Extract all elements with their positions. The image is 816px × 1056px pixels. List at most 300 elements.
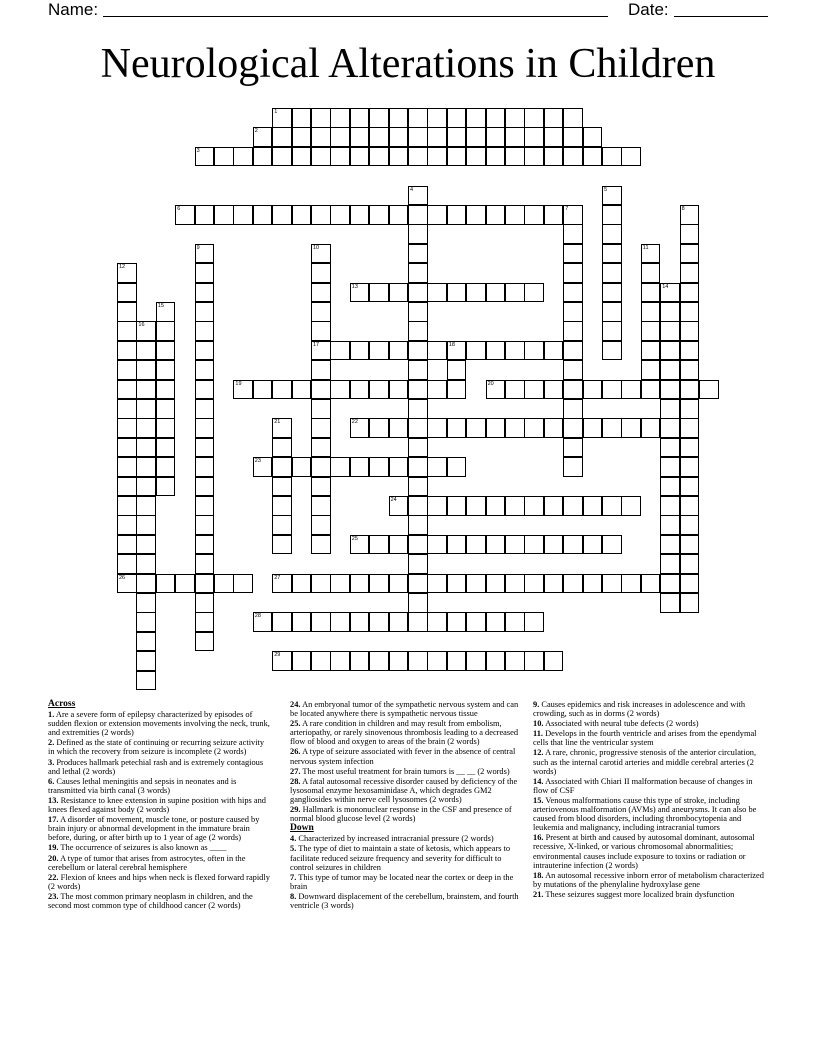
grid-cell[interactable] xyxy=(330,108,350,128)
grid-cell[interactable] xyxy=(195,554,215,574)
grid-cell[interactable] xyxy=(350,574,370,594)
grid-cell[interactable] xyxy=(466,418,486,438)
grid-cell[interactable] xyxy=(136,574,156,594)
grid-cell[interactable] xyxy=(524,283,544,303)
grid-cell[interactable] xyxy=(680,399,700,419)
grid-cell[interactable] xyxy=(292,457,312,477)
grid-cell[interactable] xyxy=(660,283,680,303)
grid-cell[interactable] xyxy=(660,593,680,613)
grid-cell[interactable] xyxy=(117,341,137,361)
grid-cell[interactable] xyxy=(563,438,583,458)
grid-cell[interactable] xyxy=(389,205,409,225)
grid-cell[interactable] xyxy=(369,205,389,225)
grid-cell[interactable] xyxy=(195,418,215,438)
grid-cell[interactable] xyxy=(272,477,292,497)
grid-cell[interactable] xyxy=(136,612,156,632)
grid-cell[interactable] xyxy=(641,283,661,303)
grid-cell[interactable] xyxy=(427,612,447,632)
grid-cell[interactable] xyxy=(680,554,700,574)
grid-cell[interactable] xyxy=(311,496,331,516)
grid-cell[interactable] xyxy=(156,438,176,458)
grid-cell[interactable] xyxy=(524,147,544,167)
grid-cell[interactable] xyxy=(156,380,176,400)
grid-cell[interactable] xyxy=(680,341,700,361)
grid-cell[interactable] xyxy=(466,574,486,594)
grid-cell[interactable] xyxy=(408,574,428,594)
grid-cell[interactable] xyxy=(544,341,564,361)
grid-cell[interactable] xyxy=(272,457,292,477)
grid-cell[interactable] xyxy=(311,127,331,147)
grid-cell[interactable] xyxy=(680,515,700,535)
grid-cell[interactable] xyxy=(505,380,525,400)
grid-cell[interactable] xyxy=(117,535,137,555)
grid-cell[interactable] xyxy=(680,457,700,477)
grid-cell[interactable] xyxy=(486,651,506,671)
grid-cell[interactable] xyxy=(136,515,156,535)
grid-cell[interactable] xyxy=(195,147,215,167)
grid-cell[interactable] xyxy=(427,651,447,671)
grid-cell[interactable] xyxy=(486,283,506,303)
grid-cell[interactable] xyxy=(486,535,506,555)
grid-cell[interactable] xyxy=(311,263,331,283)
grid-cell[interactable] xyxy=(350,612,370,632)
grid-cell[interactable] xyxy=(195,535,215,555)
grid-cell[interactable] xyxy=(408,341,428,361)
grid-cell[interactable] xyxy=(641,360,661,380)
grid-cell[interactable] xyxy=(156,302,176,322)
grid-cell[interactable] xyxy=(660,535,680,555)
grid-cell[interactable] xyxy=(350,147,370,167)
grid-cell[interactable] xyxy=(389,283,409,303)
grid-cell[interactable] xyxy=(408,321,428,341)
grid-cell[interactable] xyxy=(369,108,389,128)
grid-cell[interactable] xyxy=(660,457,680,477)
grid-cell[interactable] xyxy=(408,418,428,438)
grid-cell[interactable] xyxy=(136,496,156,516)
grid-cell[interactable] xyxy=(136,438,156,458)
grid-cell[interactable] xyxy=(350,283,370,303)
grid-cell[interactable] xyxy=(233,574,253,594)
grid-cell[interactable] xyxy=(195,574,215,594)
grid-cell[interactable] xyxy=(486,380,506,400)
grid-cell[interactable] xyxy=(680,263,700,283)
grid-cell[interactable] xyxy=(136,360,156,380)
grid-cell[interactable] xyxy=(563,535,583,555)
grid-cell[interactable] xyxy=(563,360,583,380)
grid-cell[interactable] xyxy=(311,612,331,632)
grid-cell[interactable] xyxy=(195,612,215,632)
grid-cell[interactable] xyxy=(408,224,428,244)
grid-cell[interactable] xyxy=(311,321,331,341)
grid-cell[interactable] xyxy=(427,380,447,400)
grid-cell[interactable] xyxy=(602,283,622,303)
grid-cell[interactable] xyxy=(175,205,195,225)
grid-cell[interactable] xyxy=(524,418,544,438)
grid-cell[interactable] xyxy=(408,283,428,303)
grid-cell[interactable] xyxy=(680,302,700,322)
grid-cell[interactable] xyxy=(408,263,428,283)
grid-cell[interactable] xyxy=(195,477,215,497)
grid-cell[interactable] xyxy=(563,283,583,303)
grid-cell[interactable] xyxy=(563,457,583,477)
grid-cell[interactable] xyxy=(602,574,622,594)
grid-cell[interactable] xyxy=(544,574,564,594)
grid-cell[interactable] xyxy=(117,321,137,341)
grid-cell[interactable] xyxy=(660,399,680,419)
grid-cell[interactable] xyxy=(136,399,156,419)
grid-cell[interactable] xyxy=(195,205,215,225)
grid-cell[interactable] xyxy=(272,651,292,671)
grid-cell[interactable] xyxy=(524,651,544,671)
grid-cell[interactable] xyxy=(505,205,525,225)
grid-cell[interactable] xyxy=(641,321,661,341)
grid-cell[interactable] xyxy=(156,477,176,497)
grid-cell[interactable] xyxy=(563,418,583,438)
grid-cell[interactable] xyxy=(505,127,525,147)
grid-cell[interactable] xyxy=(272,205,292,225)
grid-cell[interactable] xyxy=(583,147,603,167)
grid-cell[interactable] xyxy=(195,283,215,303)
grid-cell[interactable] xyxy=(621,147,641,167)
grid-cell[interactable] xyxy=(117,574,137,594)
grid-cell[interactable] xyxy=(563,380,583,400)
grid-cell[interactable] xyxy=(680,574,700,594)
grid-cell[interactable] xyxy=(544,380,564,400)
grid-cell[interactable] xyxy=(272,418,292,438)
grid-cell[interactable] xyxy=(408,535,428,555)
grid-cell[interactable] xyxy=(602,496,622,516)
grid-cell[interactable] xyxy=(117,302,137,322)
grid-cell[interactable] xyxy=(117,554,137,574)
grid-cell[interactable] xyxy=(660,321,680,341)
grid-cell[interactable] xyxy=(583,535,603,555)
grid-cell[interactable] xyxy=(389,574,409,594)
grid-cell[interactable] xyxy=(660,574,680,594)
grid-cell[interactable] xyxy=(156,399,176,419)
grid-cell[interactable] xyxy=(156,457,176,477)
grid-cell[interactable] xyxy=(680,380,700,400)
grid-cell[interactable] xyxy=(466,651,486,671)
grid-cell[interactable] xyxy=(408,477,428,497)
grid-cell[interactable] xyxy=(641,263,661,283)
grid-cell[interactable] xyxy=(524,108,544,128)
grid-cell[interactable] xyxy=(350,127,370,147)
grid-cell[interactable] xyxy=(621,574,641,594)
grid-cell[interactable] xyxy=(233,205,253,225)
grid-cell[interactable] xyxy=(350,418,370,438)
grid-cell[interactable] xyxy=(641,418,661,438)
grid-cell[interactable] xyxy=(253,205,273,225)
grid-cell[interactable] xyxy=(466,496,486,516)
grid-cell[interactable] xyxy=(660,341,680,361)
grid-cell[interactable] xyxy=(680,438,700,458)
grid-cell[interactable] xyxy=(641,574,661,594)
grid-cell[interactable] xyxy=(680,496,700,516)
grid-cell[interactable] xyxy=(466,147,486,167)
grid-cell[interactable] xyxy=(447,574,467,594)
grid-cell[interactable] xyxy=(466,127,486,147)
grid-cell[interactable] xyxy=(660,360,680,380)
grid-cell[interactable] xyxy=(292,574,312,594)
grid-cell[interactable] xyxy=(292,380,312,400)
grid-cell[interactable] xyxy=(563,341,583,361)
grid-cell[interactable] xyxy=(524,127,544,147)
grid-cell[interactable] xyxy=(408,496,428,516)
grid-cell[interactable] xyxy=(330,380,350,400)
grid-cell[interactable] xyxy=(505,418,525,438)
grid-cell[interactable] xyxy=(253,380,273,400)
grid-cell[interactable] xyxy=(680,205,700,225)
grid-cell[interactable] xyxy=(544,496,564,516)
grid-cell[interactable] xyxy=(408,302,428,322)
grid-cell[interactable] xyxy=(408,399,428,419)
grid-cell[interactable] xyxy=(505,574,525,594)
grid-cell[interactable] xyxy=(408,438,428,458)
grid-cell[interactable] xyxy=(136,457,156,477)
grid-cell[interactable] xyxy=(505,535,525,555)
grid-cell[interactable] xyxy=(427,283,447,303)
grid-cell[interactable] xyxy=(427,535,447,555)
grid-cell[interactable] xyxy=(214,147,234,167)
grid-cell[interactable] xyxy=(486,612,506,632)
grid-cell[interactable] xyxy=(680,418,700,438)
grid-cell[interactable] xyxy=(660,302,680,322)
grid-cell[interactable] xyxy=(311,147,331,167)
grid-cell[interactable] xyxy=(466,205,486,225)
grid-cell[interactable] xyxy=(602,302,622,322)
grid-cell[interactable] xyxy=(330,127,350,147)
grid-cell[interactable] xyxy=(447,360,467,380)
grid-cell[interactable] xyxy=(136,380,156,400)
grid-cell[interactable] xyxy=(311,477,331,497)
grid-cell[interactable] xyxy=(680,593,700,613)
grid-cell[interactable] xyxy=(350,205,370,225)
grid-cell[interactable] xyxy=(505,496,525,516)
grid-cell[interactable] xyxy=(389,341,409,361)
grid-cell[interactable] xyxy=(272,438,292,458)
grid-cell[interactable] xyxy=(602,263,622,283)
grid-cell[interactable] xyxy=(156,418,176,438)
grid-cell[interactable] xyxy=(292,612,312,632)
grid-cell[interactable] xyxy=(389,457,409,477)
grid-cell[interactable] xyxy=(427,496,447,516)
grid-cell[interactable] xyxy=(389,535,409,555)
grid-cell[interactable] xyxy=(292,108,312,128)
grid-cell[interactable] xyxy=(272,612,292,632)
grid-cell[interactable] xyxy=(563,108,583,128)
grid-cell[interactable] xyxy=(195,593,215,613)
grid-cell[interactable] xyxy=(369,651,389,671)
grid-cell[interactable] xyxy=(602,380,622,400)
grid-cell[interactable] xyxy=(408,147,428,167)
grid-cell[interactable] xyxy=(311,360,331,380)
grid-cell[interactable] xyxy=(117,477,137,497)
grid-cell[interactable] xyxy=(311,535,331,555)
grid-cell[interactable] xyxy=(427,108,447,128)
grid-cell[interactable] xyxy=(117,263,137,283)
grid-cell[interactable] xyxy=(699,380,719,400)
grid-cell[interactable] xyxy=(272,147,292,167)
grid-cell[interactable] xyxy=(311,651,331,671)
grid-cell[interactable] xyxy=(156,360,176,380)
grid-cell[interactable] xyxy=(389,651,409,671)
grid-cell[interactable] xyxy=(447,496,467,516)
grid-cell[interactable] xyxy=(486,496,506,516)
grid-cell[interactable] xyxy=(311,515,331,535)
grid-cell[interactable] xyxy=(524,341,544,361)
grid-cell[interactable] xyxy=(330,205,350,225)
grid-cell[interactable] xyxy=(311,457,331,477)
grid-cell[interactable] xyxy=(136,554,156,574)
grid-cell[interactable] xyxy=(136,535,156,555)
grid-cell[interactable] xyxy=(350,457,370,477)
grid-cell[interactable] xyxy=(389,418,409,438)
grid-cell[interactable] xyxy=(195,632,215,652)
grid-cell[interactable] xyxy=(447,535,467,555)
grid-cell[interactable] xyxy=(524,535,544,555)
grid-cell[interactable] xyxy=(233,380,253,400)
grid-cell[interactable] xyxy=(466,612,486,632)
grid-cell[interactable] xyxy=(195,360,215,380)
grid-cell[interactable] xyxy=(621,496,641,516)
grid-cell[interactable] xyxy=(466,108,486,128)
grid-cell[interactable] xyxy=(369,612,389,632)
grid-cell[interactable] xyxy=(447,283,467,303)
grid-cell[interactable] xyxy=(563,399,583,419)
grid-cell[interactable] xyxy=(272,535,292,555)
grid-cell[interactable] xyxy=(214,205,234,225)
grid-cell[interactable] xyxy=(195,244,215,264)
grid-cell[interactable] xyxy=(408,127,428,147)
grid-cell[interactable] xyxy=(369,127,389,147)
grid-cell[interactable] xyxy=(447,341,467,361)
grid-cell[interactable] xyxy=(680,321,700,341)
grid-cell[interactable] xyxy=(195,321,215,341)
grid-cell[interactable] xyxy=(660,477,680,497)
grid-cell[interactable] xyxy=(389,380,409,400)
grid-cell[interactable] xyxy=(253,612,273,632)
grid-cell[interactable] xyxy=(136,593,156,613)
grid-cell[interactable] xyxy=(583,418,603,438)
grid-cell[interactable] xyxy=(408,593,428,613)
grid-cell[interactable] xyxy=(583,127,603,147)
grid-cell[interactable] xyxy=(680,244,700,264)
grid-cell[interactable] xyxy=(524,612,544,632)
grid-cell[interactable] xyxy=(563,244,583,264)
grid-cell[interactable] xyxy=(330,457,350,477)
grid-cell[interactable] xyxy=(602,244,622,264)
grid-cell[interactable] xyxy=(408,457,428,477)
grid-cell[interactable] xyxy=(195,263,215,283)
grid-cell[interactable] xyxy=(563,496,583,516)
grid-cell[interactable] xyxy=(583,574,603,594)
grid-cell[interactable] xyxy=(447,418,467,438)
grid-cell[interactable] xyxy=(156,341,176,361)
grid-cell[interactable] xyxy=(505,341,525,361)
grid-cell[interactable] xyxy=(272,515,292,535)
grid-cell[interactable] xyxy=(408,186,428,206)
grid-cell[interactable] xyxy=(233,147,253,167)
grid-cell[interactable] xyxy=(350,651,370,671)
grid-cell[interactable] xyxy=(136,651,156,671)
grid-cell[interactable] xyxy=(621,380,641,400)
grid-cell[interactable] xyxy=(447,205,467,225)
grid-cell[interactable] xyxy=(330,651,350,671)
grid-cell[interactable] xyxy=(447,457,467,477)
grid-cell[interactable] xyxy=(311,341,331,361)
grid-cell[interactable] xyxy=(544,205,564,225)
grid-cell[interactable] xyxy=(486,341,506,361)
grid-cell[interactable] xyxy=(292,205,312,225)
grid-cell[interactable] xyxy=(311,283,331,303)
grid-cell[interactable] xyxy=(427,418,447,438)
grid-cell[interactable] xyxy=(311,380,331,400)
grid-cell[interactable] xyxy=(389,612,409,632)
grid-cell[interactable] xyxy=(117,515,137,535)
grid-cell[interactable] xyxy=(447,651,467,671)
grid-cell[interactable] xyxy=(311,108,331,128)
grid-cell[interactable] xyxy=(350,341,370,361)
grid-cell[interactable] xyxy=(195,496,215,516)
grid-cell[interactable] xyxy=(195,515,215,535)
grid-cell[interactable] xyxy=(602,205,622,225)
grid-cell[interactable] xyxy=(486,147,506,167)
grid-cell[interactable] xyxy=(369,283,389,303)
grid-cell[interactable] xyxy=(350,108,370,128)
grid-cell[interactable] xyxy=(563,127,583,147)
grid-cell[interactable] xyxy=(641,380,661,400)
grid-cell[interactable] xyxy=(505,108,525,128)
grid-cell[interactable] xyxy=(389,496,409,516)
grid-cell[interactable] xyxy=(253,147,273,167)
grid-cell[interactable] xyxy=(602,418,622,438)
grid-cell[interactable] xyxy=(602,535,622,555)
grid-cell[interactable] xyxy=(330,341,350,361)
grid-cell[interactable] xyxy=(408,651,428,671)
grid-cell[interactable] xyxy=(486,574,506,594)
grid-cell[interactable] xyxy=(136,477,156,497)
grid-cell[interactable] xyxy=(660,554,680,574)
grid-cell[interactable] xyxy=(660,496,680,516)
grid-cell[interactable] xyxy=(583,380,603,400)
grid-cell[interactable] xyxy=(369,147,389,167)
grid-cell[interactable] xyxy=(427,127,447,147)
grid-cell[interactable] xyxy=(389,127,409,147)
grid-cell[interactable] xyxy=(369,457,389,477)
grid-cell[interactable] xyxy=(447,147,467,167)
grid-cell[interactable] xyxy=(524,205,544,225)
grid-cell[interactable] xyxy=(117,360,137,380)
grid-cell[interactable] xyxy=(602,224,622,244)
grid-cell[interactable] xyxy=(311,399,331,419)
grid-cell[interactable] xyxy=(136,321,156,341)
grid-cell[interactable] xyxy=(330,612,350,632)
grid-cell[interactable] xyxy=(544,651,564,671)
grid-cell[interactable] xyxy=(292,651,312,671)
grid-cell[interactable] xyxy=(680,224,700,244)
grid-cell[interactable] xyxy=(195,399,215,419)
grid-cell[interactable] xyxy=(641,244,661,264)
grid-cell[interactable] xyxy=(408,360,428,380)
grid-cell[interactable] xyxy=(466,283,486,303)
grid-cell[interactable] xyxy=(156,321,176,341)
grid-cell[interactable] xyxy=(427,574,447,594)
grid-cell[interactable] xyxy=(447,108,467,128)
grid-cell[interactable] xyxy=(253,127,273,147)
grid-cell[interactable] xyxy=(427,205,447,225)
grid-cell[interactable] xyxy=(583,496,603,516)
grid-cell[interactable] xyxy=(117,418,137,438)
